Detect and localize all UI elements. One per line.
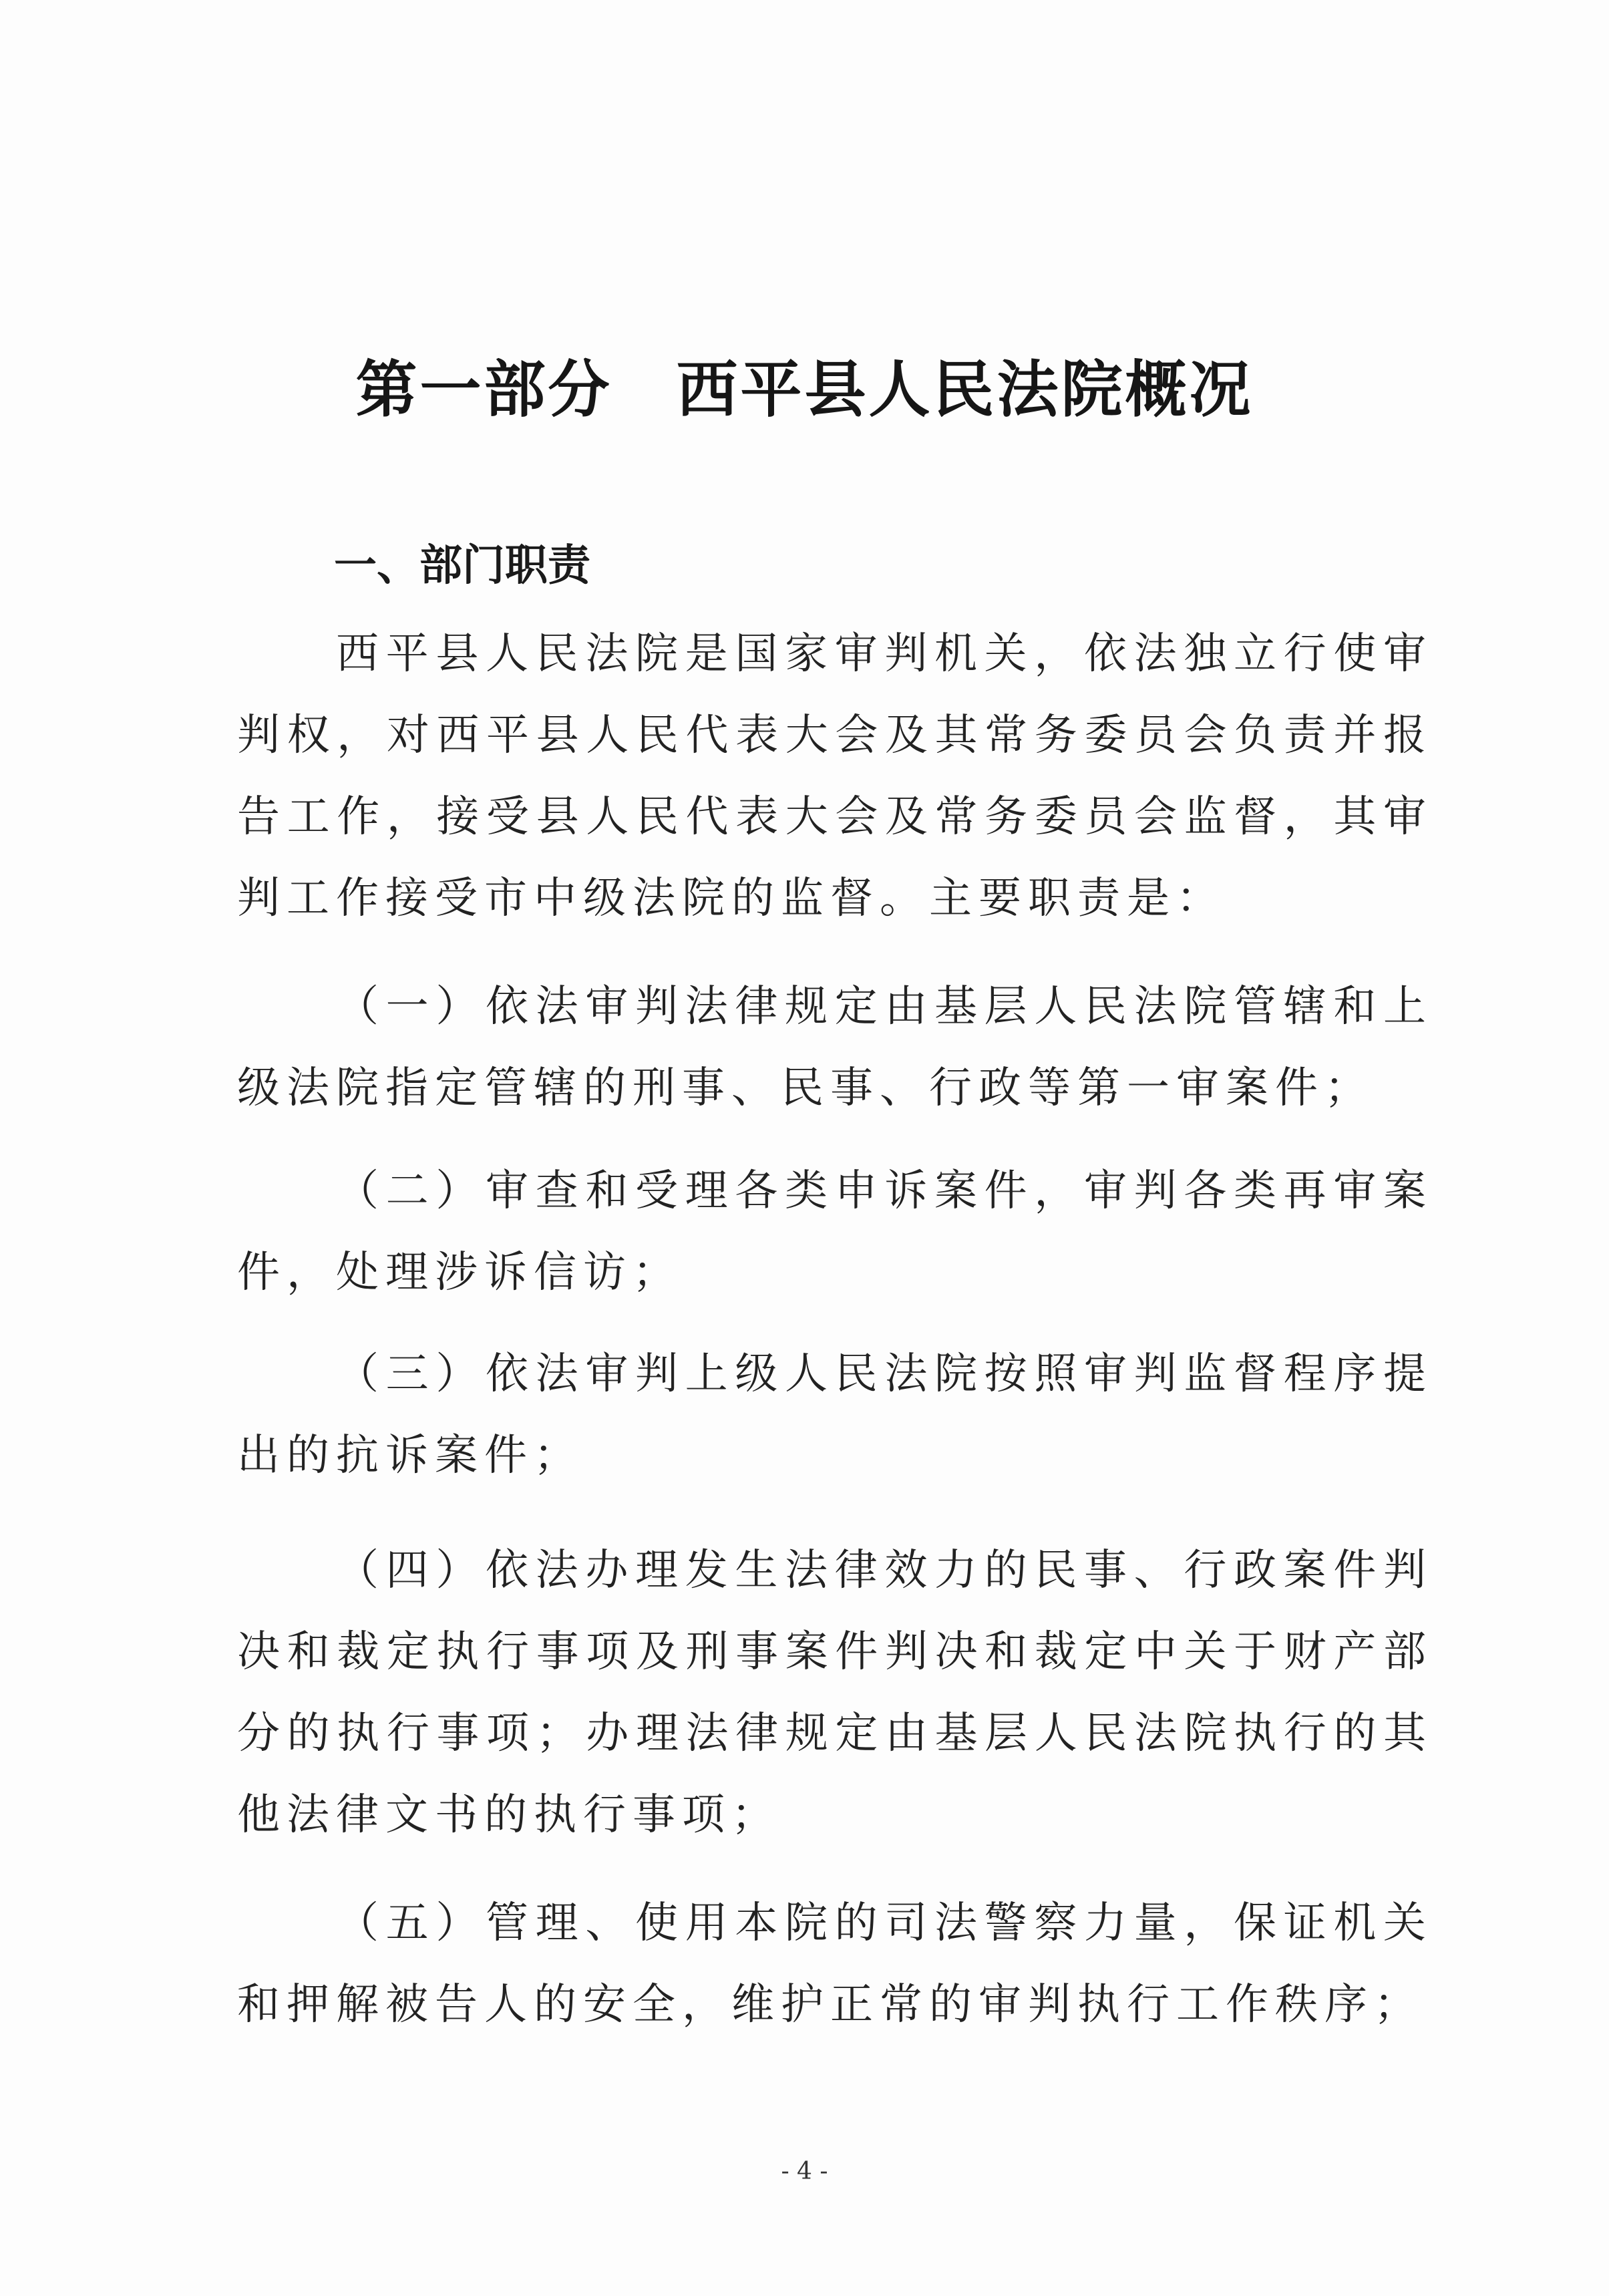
paragraph-duty-4: （四）依法办理发生法律效力的民事、行政案件判决和裁定执行事项及刑事案件判决和裁定中关于财产部分的执行事项；办理法律规定由基层人民法院执行的其他法律文书的执行事项； [237,1546,1433,1840]
paragraph-duty-3: （三）依法审判上级人民法院按照审判监督程序提出的抗诉案件； [237,1349,1433,1480]
paragraph-duty-2: （二）审查和受理各类申诉案件，审判各类再审案件，处理涉诉信访； [237,1166,1433,1297]
section-heading: 一、部门职责 [334,541,590,591]
page-number: - 4 - [781,2158,828,2185]
paragraph-duty-1: （一）依法审判法律规定由基层人民法院管辖和上级法院指定管辖的刑事、民事、行政等第一审案件； [237,982,1433,1113]
paragraph-duty-5: （五）管理、使用本院的司法警察力量，保证机关和押解被告人的安全，维护正常的审判执行工作秩序； [237,1899,1433,2029]
document-title: 第一部分 西平县人民法院概况 [355,354,1254,426]
paragraph-intro: 西平县人民法院是国家审判机关，依法独立行使审判权，对西平县人民代表大会及其常务委员会负责并报告工作，接受县人民代表大会及常务委员会监督，其审判工作接受市中级法院的监督。主要职责是： [237,629,1433,923]
